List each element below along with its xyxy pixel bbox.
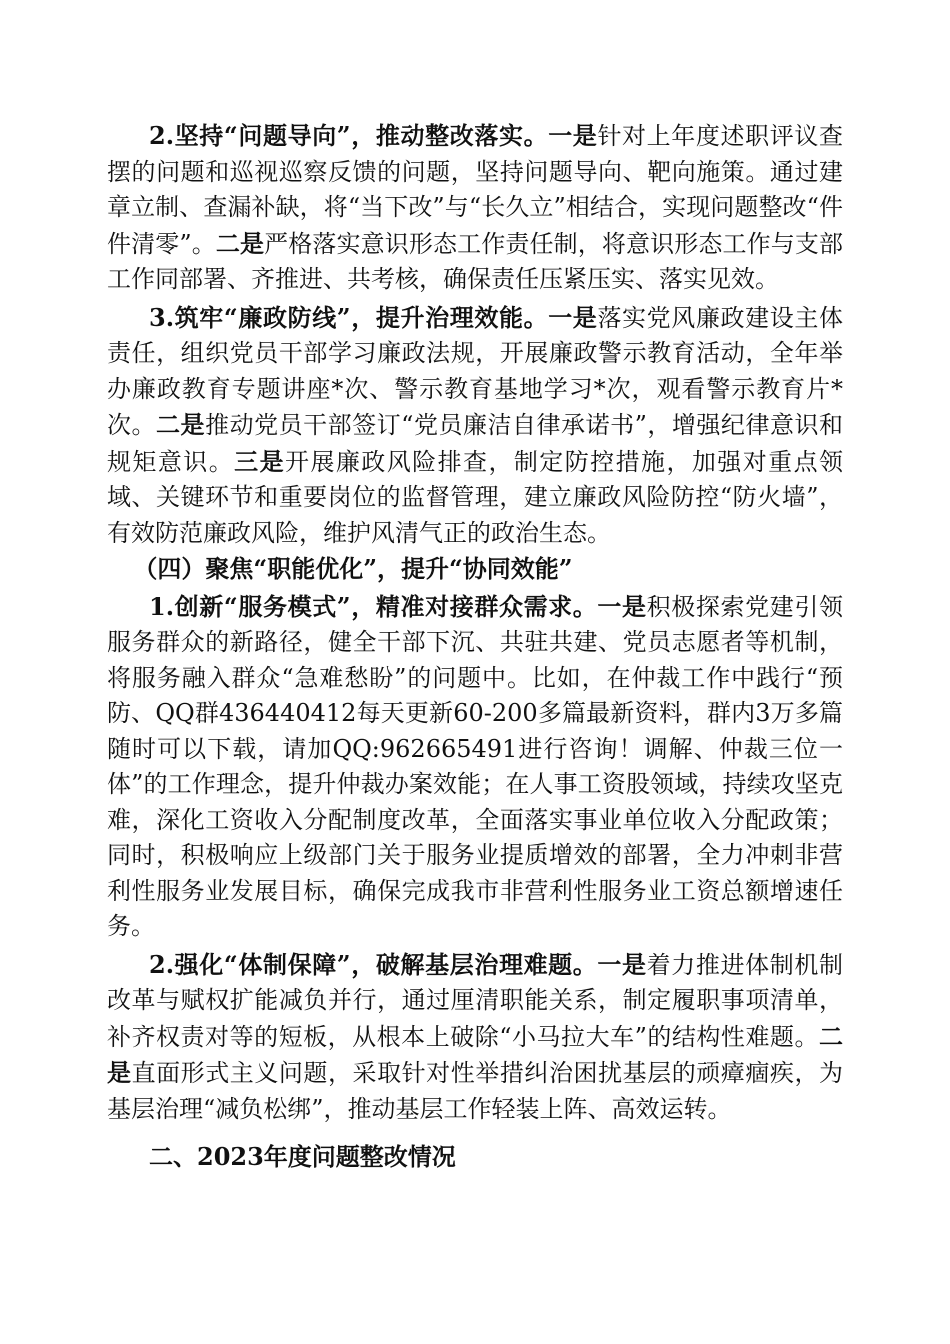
lead-marker: 一是 [597, 591, 647, 621]
lead-marker: 一是 [548, 121, 598, 150]
lead-marker: 二是 [215, 228, 265, 258]
section-heading-2023: 二、2023年度问题整改情况 [149, 1142, 456, 1171]
lead-marker: 一是 [548, 302, 598, 332]
section-title: 3.筑牢“廉政防线”，提升治理效能。 [149, 302, 549, 332]
section-title: 2.坚持“问题导向”，推动整改落实。 [149, 121, 549, 150]
paragraph-text: 着力推进体制机制改革与赋权扩能减负并行，通过厘清职能关系，制定履职事项清单，补齐权责对等的短板，从根本上破除“小马拉大车”的结构性难题。 [107, 950, 844, 1051]
lead-marker: 三是 [234, 446, 286, 476]
lead-marker: 二是 [107, 1021, 843, 1087]
paragraph-text: 开展廉政风险排查，制定防控措施，加强对重点领域、关键环节和重要岗位的监督管理，建立廉政风险防控“防火墙”，有效防范廉政风险，维护风清气正的政治生态。 [107, 447, 844, 547]
paragraph-section-2 [107, 118, 843, 298]
paragraph-text: 推动党员干部签订“党员廉洁自律承诺书”，增强纪律意识和规矩意识。 [107, 411, 843, 476]
section-title: 2.强化“体制保障”，破解基层治理难题。 [149, 949, 598, 979]
document-page [107, 118, 843, 1175]
paragraph-section-4-1 [107, 589, 843, 945]
lead-marker: 二是 [156, 410, 206, 439]
section-title: 1.创新“服务模式”，精准对接群众需求。 [149, 591, 598, 621]
paragraph-section-4-2 [107, 947, 843, 1128]
paragraph-text: 直面形式主义问题，采取针对性举措纠治困扰基层的顽瘴痼疾，为基层治理“减负松绑”，推动基层工作轻装上阵、高效运转。 [107, 1059, 844, 1123]
paragraph-section-3 [107, 300, 843, 552]
paragraph-text: 积极探索党建引领服务群众的新路径，健全干部下沉、共驻共建、党员志愿者等机制，将服务融入群众“急难愁盼”的问题中。比如，在仲裁工作中践行“预防、QQ群436440412每天更新60-200多篇最新资料，群内3万多篇随时可以下载，请加QQ:962665491进行咨询！调解、仲裁三位一体”的工作理念，提升仲裁办案效能；在人事工资股领域，持续攻坚克难，深化工资收入分配制度改革，全面落实事业单位收入分配政策；同时，积极响应上级部门关于服务业提质增效的部署，全力冲刺非营利性服务业发展目标，确保完成我市非营利性服务业工资总额增速任务。 [107, 592, 844, 940]
subsection-heading: （四）聚焦“职能优化”，提升“协同效能” [133, 554, 573, 583]
paragraph-text: 针对上年度述职评议查摆的问题和巡视巡察反馈的问题，坚持问题导向、靶向施策。通过建章立制、查漏补缺，将“当下改”与“长久立”相结合，实现问题整改“件件清零”。 [107, 122, 844, 258]
lead-marker: 一是 [597, 949, 647, 979]
paragraph-text: 落实党风廉政建设主体责任，组织党员干部学习廉政法规，开展廉政警示教育活动，全年举办廉政教育专题讲座*次、警示教育基地学习*次，观看警示教育片*次。 [107, 303, 844, 439]
paragraph-text: 严格落实意识形态工作责任制，将意识形态工作与支部工作同部署、齐推进、共考核，确保责任压紧压实、落实见效。 [107, 229, 843, 293]
